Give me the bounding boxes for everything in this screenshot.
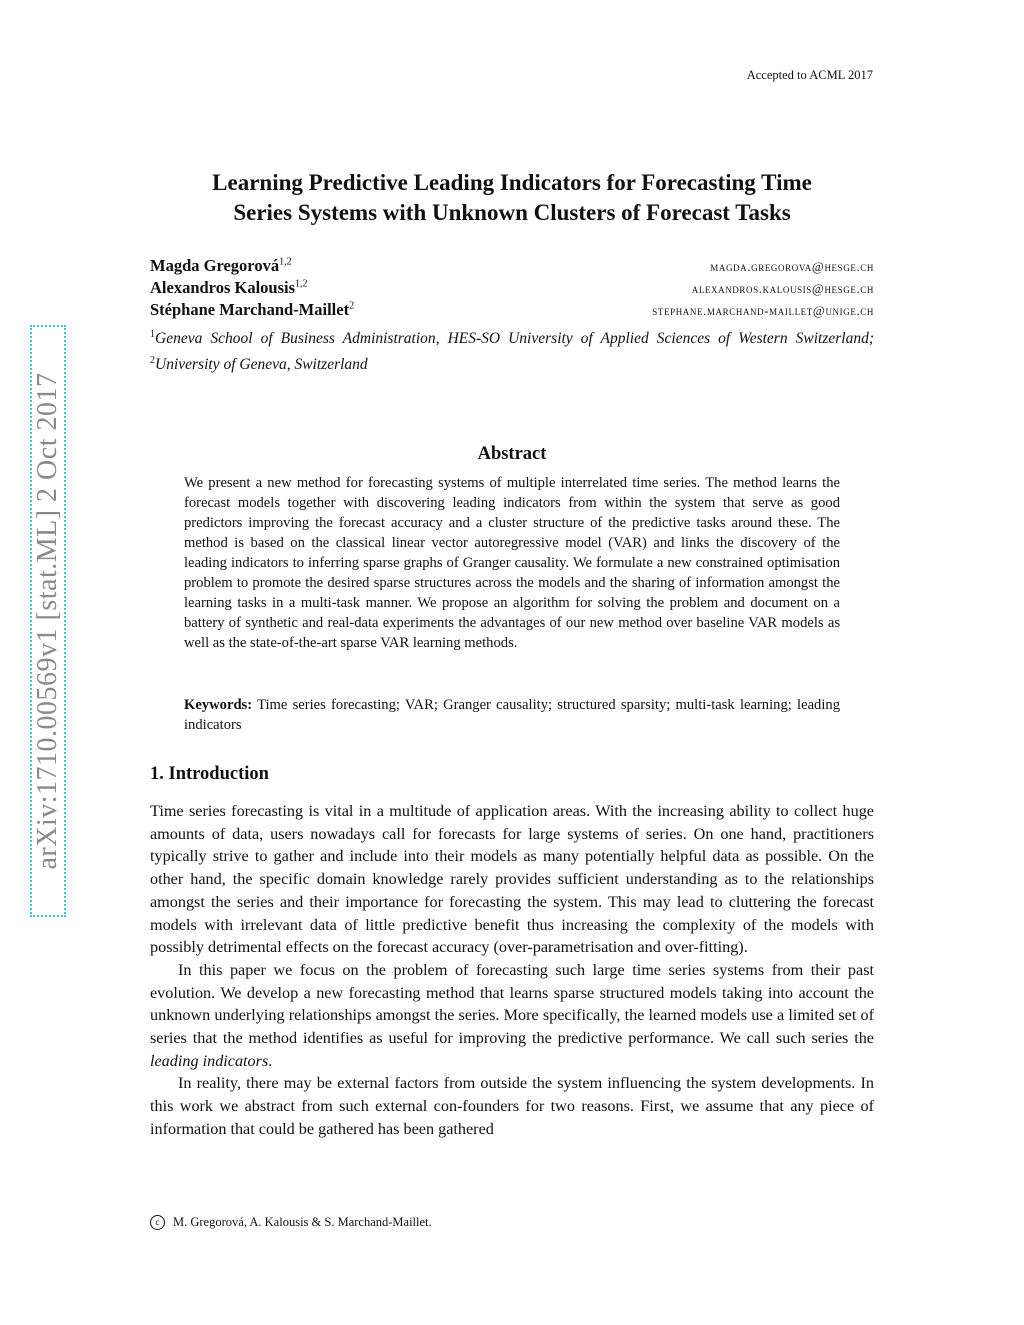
abstract-heading: Abstract xyxy=(477,444,547,464)
title-line-1: Learning Predictive Leading Indicators for Forecasting Time xyxy=(212,170,812,195)
paragraph: Time series forecasting is vital in a multitude of application areas. With the increasing ability to collect huge amounts of data, users nowadays call for forecasts for large systems of series. On one hand, practitioners typically strive to gather and include into their models as many potentially helpful data as possible. On the other hand, the specific domain knowledge rarely provides sufficient understanding as to the relationships amongst the series and their importance for forecasting the system. This may lead to cluttering the forecast models with irrelevant data of little predictive benefit thus increasing the complexity of the models with possibly detrimental effects on the forecast accuracy (over-parametrisation and over-fitting). xyxy=(150,802,874,957)
keywords-text: Time series forecasting; VAR; Granger causality; structured sparsity; multi-task learning; leading indicators xyxy=(184,697,840,733)
copyright-text: M. Gregorová, A. Kalousis & S. Marchand-Maillet. xyxy=(173,1215,432,1229)
copyright-footer xyxy=(150,1215,432,1230)
author-row xyxy=(150,256,874,278)
author-row xyxy=(150,278,874,300)
section-heading: 1. Introduction xyxy=(150,764,269,784)
section-body xyxy=(150,800,874,1141)
author-email[interactable]: alexandros.kalousis@hesge.ch xyxy=(691,281,874,296)
keywords xyxy=(184,695,840,735)
author-row xyxy=(150,300,874,322)
arxiv-stamp xyxy=(30,325,66,917)
arxiv-identifier: arXiv:1710.00569v1 [stat.ML] 2 Oct 2017 xyxy=(32,372,63,870)
emphasis: leading indicators xyxy=(150,1051,269,1070)
author-block xyxy=(150,256,874,376)
paragraph: In this paper we focus on the problem of forecasting such large time series systems from their past evolution. We develop a new forecasting method that learns sparse structured models taking into account the unknown underlying relationships amongst the series. More specifically, the learned models use a limited set of series that the method identifies as useful for improving the predictive performance. We call such series the leading indicators. xyxy=(150,960,874,1070)
paragraph: In reality, there may be external factors from outside the system influencing the system developments. In this work we abstract from such external con-founders for two reasons. First, we assume that any piece of information that could be gathered has been gathered xyxy=(150,1074,874,1138)
keywords-label: Keywords: xyxy=(184,697,253,713)
copyright-icon: c xyxy=(150,1215,165,1230)
acceptance-note: Accepted to ACML 2017 xyxy=(746,68,873,82)
author-name: Stéphane Marchand-Maillet$^2$ xyxy=(150,300,355,319)
paper-title xyxy=(150,168,874,228)
author-email[interactable]: stephane.marchand-maillet@unige.ch xyxy=(652,303,874,318)
author-name: Magda Gregorová$^{1,2}$ xyxy=(150,256,292,275)
author-name: Alexandros Kalousis$^{1,2}$ xyxy=(150,278,308,297)
author-email[interactable]: magda.gregorova@hesge.ch xyxy=(710,259,874,274)
affiliation: $^1$Geneva School of Business Administration, HES-SO University of Applied Sciences of Western Switzerland; $^2$University of Geneva, Switzerland xyxy=(150,329,874,374)
title-line-2: Series Systems with Unknown Clusters of Forecast Tasks xyxy=(233,200,791,225)
abstract-body: We present a new method for forecasting systems of multiple interrelated time series. The method learns the forecast models together with discovering leading indicators from within the system that serve as good predictors improving the forecast accuracy and a cluster structure of the predictive tasks around these. The method is based on the classical linear vector autoregressive model (VAR) and links the discovery of the leading indicators to inferring sparse graphs of Granger causality. We formulate a new constrained optimisation problem to promote the desired sparse structures across the models and the sharing of information amongst the learning tasks in a multi-task manner. We propose an algorithm for solving the problem and document on a battery of synthetic and real-data experiments the advantages of our new method over baseline VAR models as well as the state-of-the-art sparse VAR learning methods. xyxy=(184,475,840,651)
